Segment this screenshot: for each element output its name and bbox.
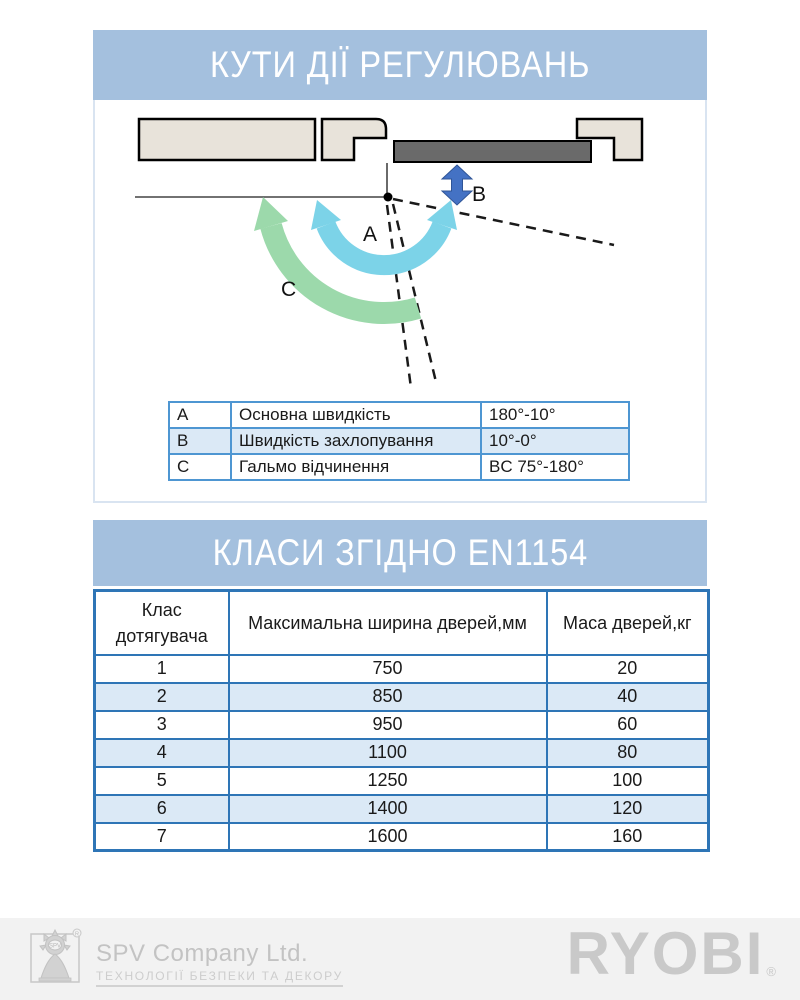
arrow-b-latch-speed <box>442 165 472 205</box>
cell-max-width: 1100 <box>229 739 547 767</box>
spv-emblem-icon <box>28 926 86 988</box>
legend-row-a <box>169 402 629 428</box>
cell-max-width: 1600 <box>229 823 547 851</box>
table-row <box>95 823 709 851</box>
section-angles-header <box>93 30 707 100</box>
col-header-class: Клас дотягувача <box>95 591 229 655</box>
legend-key: A <box>169 402 231 428</box>
wall-segment <box>139 119 315 160</box>
cell-max-width: 750 <box>229 655 547 683</box>
table-row <box>95 655 709 683</box>
cell-max-width: 850 <box>229 683 547 711</box>
ryobi-logo <box>566 920 776 987</box>
legend-value: BC 75°-180° <box>481 454 629 480</box>
legend-value: 180°-10° <box>481 402 629 428</box>
section-classes-header <box>93 520 707 586</box>
cell-class: 6 <box>95 795 229 823</box>
classes-header-row <box>95 591 709 655</box>
spv-company-name: SPV Company Ltd. <box>96 940 309 967</box>
legend-key: B <box>169 428 231 454</box>
hinge-pivot-dot <box>384 193 393 202</box>
legend-label: Гальмо відчинення <box>231 454 481 480</box>
section-angles-title: КУТИ ДІЇ РЕГУЛЮВАНЬ <box>209 44 591 85</box>
section-classes-title: КЛАСИ ЗГІДНО EN1154 <box>212 532 588 573</box>
label-c: C <box>281 278 297 301</box>
footer <box>0 918 800 1000</box>
cell-mass: 60 <box>547 711 709 739</box>
classes-table <box>93 589 710 852</box>
section-angles <box>93 30 707 503</box>
spv-tagline: ТЕХНОЛОГІЇ БЕЗПЕКИ ТА ДЕКОРУ <box>96 966 343 987</box>
cell-mass: 80 <box>547 739 709 767</box>
table-row <box>95 739 709 767</box>
table-row <box>95 711 709 739</box>
cell-class: 5 <box>95 767 229 795</box>
legend-label: Основна швидкість <box>231 402 481 428</box>
legend-table <box>168 401 630 481</box>
col-header-max-width: Максимальна ширина дверей,мм <box>229 591 547 655</box>
cell-mass: 160 <box>547 823 709 851</box>
door-leaf <box>394 141 591 162</box>
ryobi-wordmark: RYOBI <box>566 920 765 987</box>
legend-row-c <box>169 454 629 480</box>
cell-mass: 100 <box>547 767 709 795</box>
arc-c-arrowhead <box>254 197 288 231</box>
arc-a-main-speed <box>311 200 457 265</box>
table-row <box>95 795 709 823</box>
cell-class: 4 <box>95 739 229 767</box>
ryobi-registered-mark: ® <box>766 964 776 979</box>
dashed-line-open-1 <box>387 205 411 388</box>
spv-emblem-text: SPV <box>48 943 62 950</box>
door-jamb-left <box>322 119 386 160</box>
table-row <box>95 767 709 795</box>
cell-class: 2 <box>95 683 229 711</box>
spv-logo-text <box>96 926 343 987</box>
section-angles-body <box>93 100 707 503</box>
label-a: A <box>363 223 378 246</box>
legend-label: Швидкість захлопування <box>231 428 481 454</box>
spv-logo <box>28 926 343 988</box>
spv-registered-mark: R <box>75 931 79 938</box>
cell-max-width: 950 <box>229 711 547 739</box>
cell-mass: 120 <box>547 795 709 823</box>
table-row <box>95 683 709 711</box>
legend-value: 10°-0° <box>481 428 629 454</box>
cell-class: 3 <box>95 711 229 739</box>
cell-class: 1 <box>95 655 229 683</box>
cell-class: 7 <box>95 823 229 851</box>
col-header-mass: Маса дверей,кг <box>547 591 709 655</box>
cell-mass: 20 <box>547 655 709 683</box>
cell-max-width: 1250 <box>229 767 547 795</box>
arc-a-body <box>326 225 442 265</box>
legend-key: C <box>169 454 231 480</box>
cell-mass: 40 <box>547 683 709 711</box>
label-b: B <box>472 183 487 206</box>
legend-row-b <box>169 428 629 454</box>
cell-max-width: 1400 <box>229 795 547 823</box>
